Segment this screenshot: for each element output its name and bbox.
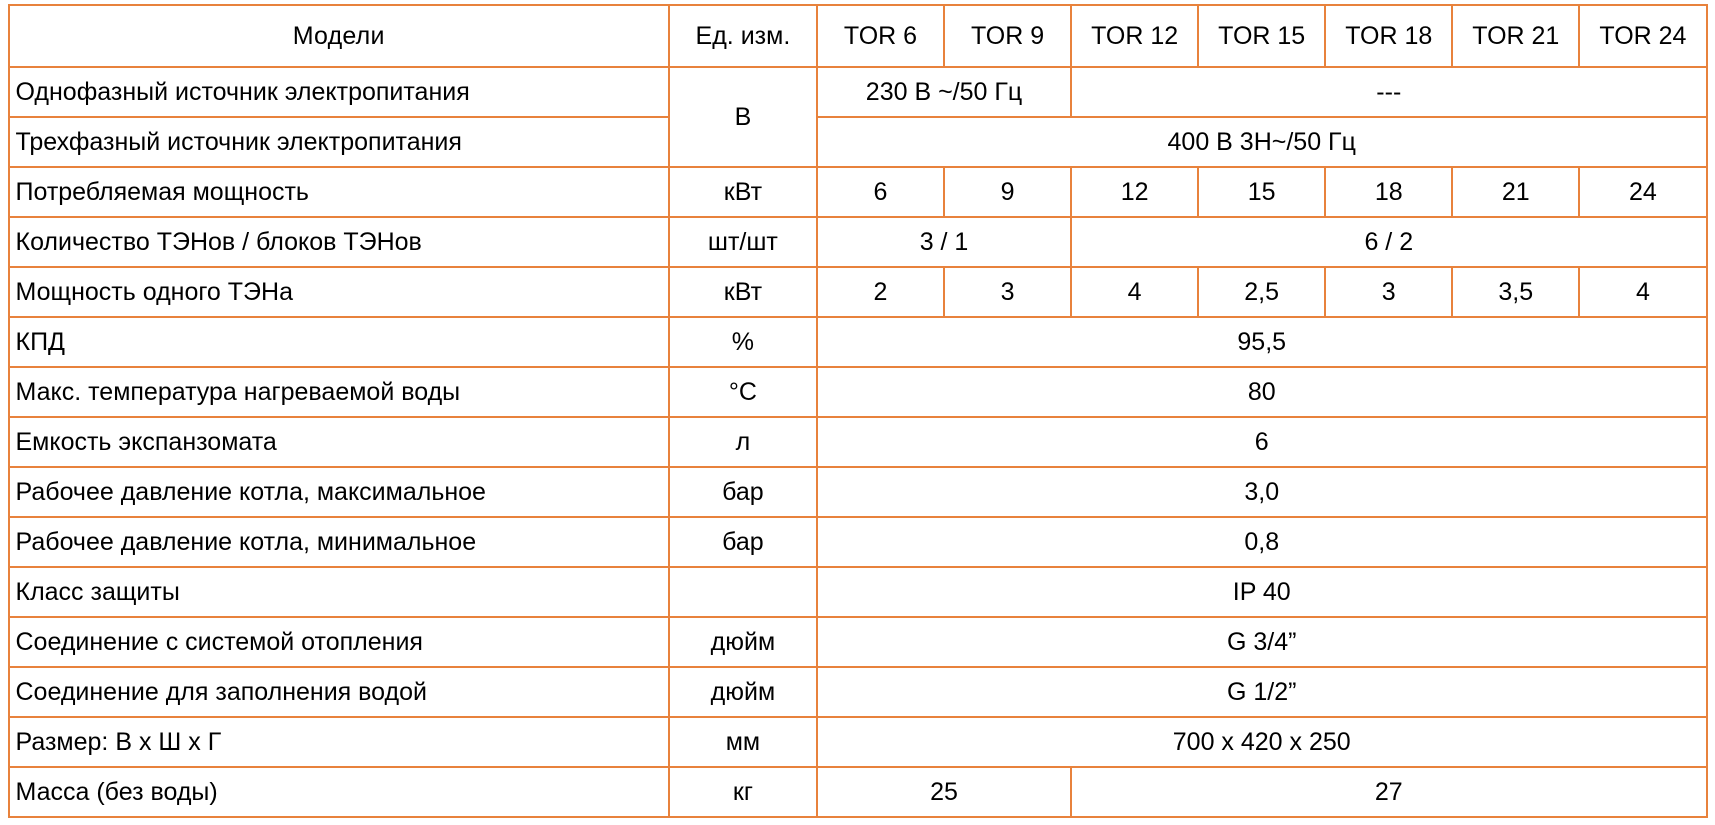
row-parameter: Макс. температура нагреваемой воды — [9, 367, 669, 417]
row-value: 230 В ~/50 Гц — [817, 67, 1071, 117]
row-value: 80 — [817, 367, 1707, 417]
table-row — [9, 617, 1707, 667]
row-value: 6 — [817, 417, 1707, 467]
row-unit: бар — [669, 517, 817, 567]
model-column-header-tor6: TOR 6 — [817, 5, 944, 67]
row-value: 0,8 — [817, 517, 1707, 567]
row-value: 24 — [1579, 167, 1706, 217]
row-value: 6 / 2 — [1071, 217, 1706, 267]
row-unit: °C — [669, 367, 817, 417]
table-body — [9, 67, 1707, 817]
row-unit — [669, 567, 817, 617]
table-header — [9, 5, 1707, 67]
row-parameter: Класс защиты — [9, 567, 669, 617]
table-row — [9, 717, 1707, 767]
row-value: 9 — [944, 167, 1071, 217]
table-row — [9, 567, 1707, 617]
row-unit: В — [669, 67, 817, 167]
model-column-header-tor9: TOR 9 — [944, 5, 1071, 67]
row-value: 3 — [944, 267, 1071, 317]
row-unit: бар — [669, 467, 817, 517]
row-parameter: Количество ТЭНов / блоков ТЭНов — [9, 217, 669, 267]
row-parameter: Однофазный источник электропитания — [9, 67, 669, 117]
row-value: G 1/2” — [817, 667, 1707, 717]
row-parameter: Соединение с системой отопления — [9, 617, 669, 667]
row-unit: шт/шт — [669, 217, 817, 267]
table-row — [9, 217, 1707, 267]
row-parameter: Рабочее давление котла, максимальное — [9, 467, 669, 517]
table-row — [9, 467, 1707, 517]
table-row — [9, 317, 1707, 367]
row-value: 3 — [1325, 267, 1452, 317]
row-parameter: Соединение для заполнения водой — [9, 667, 669, 717]
row-value: 4 — [1579, 267, 1706, 317]
row-value: 12 — [1071, 167, 1198, 217]
row-parameter: КПД — [9, 317, 669, 367]
row-value: --- — [1071, 67, 1706, 117]
row-value: 3,0 — [817, 467, 1707, 517]
row-value: IP 40 — [817, 567, 1707, 617]
row-value: 4 — [1071, 267, 1198, 317]
row-value: 6 — [817, 167, 944, 217]
row-parameter: Потребляемая мощность — [9, 167, 669, 217]
row-value: 3 / 1 — [817, 217, 1071, 267]
row-unit: кВт — [669, 267, 817, 317]
table-row — [9, 417, 1707, 467]
row-value: 3,5 — [1452, 267, 1579, 317]
row-parameter: Емкость экспанзомата — [9, 417, 669, 467]
specifications-table — [8, 4, 1708, 818]
row-value: 95,5 — [817, 317, 1707, 367]
row-parameter: Масса (без воды) — [9, 767, 669, 817]
model-column-header-tor12: TOR 12 — [1071, 5, 1198, 67]
model-column-header-tor15: TOR 15 — [1198, 5, 1325, 67]
table-row — [9, 167, 1707, 217]
table-row — [9, 67, 1707, 117]
table-row — [9, 767, 1707, 817]
row-value: 400 В 3Н~/50 Гц — [817, 117, 1707, 167]
table-row — [9, 267, 1707, 317]
row-parameter: Размер: В х Ш х Г — [9, 717, 669, 767]
row-value: 2 — [817, 267, 944, 317]
row-value: 700 x 420 x 250 — [817, 717, 1707, 767]
row-parameter: Рабочее давление котла, минимальное — [9, 517, 669, 567]
table-row — [9, 367, 1707, 417]
row-unit: мм — [669, 717, 817, 767]
row-value: 18 — [1325, 167, 1452, 217]
model-column-header-tor21: TOR 21 — [1452, 5, 1579, 67]
row-parameter: Мощность одного ТЭНа — [9, 267, 669, 317]
row-unit: кг — [669, 767, 817, 817]
models-column-header: Модели — [9, 5, 669, 67]
row-unit: дюйм — [669, 617, 817, 667]
row-value: 15 — [1198, 167, 1325, 217]
row-value: 21 — [1452, 167, 1579, 217]
model-column-header-tor18: TOR 18 — [1325, 5, 1452, 67]
row-unit: дюйм — [669, 667, 817, 717]
unit-column-header: Ед. изм. — [669, 5, 817, 67]
row-parameter: Трехфазный источник электропитания — [9, 117, 669, 167]
row-value: 25 — [817, 767, 1071, 817]
row-value: 2,5 — [1198, 267, 1325, 317]
row-unit: % — [669, 317, 817, 367]
row-unit: кВт — [669, 167, 817, 217]
row-value: G 3/4” — [817, 617, 1707, 667]
row-value: 27 — [1071, 767, 1706, 817]
model-column-header-tor24: TOR 24 — [1579, 5, 1706, 67]
row-unit: л — [669, 417, 817, 467]
table-row — [9, 117, 1707, 167]
table-row — [9, 517, 1707, 567]
table-row — [9, 667, 1707, 717]
table-header-row — [9, 5, 1707, 67]
